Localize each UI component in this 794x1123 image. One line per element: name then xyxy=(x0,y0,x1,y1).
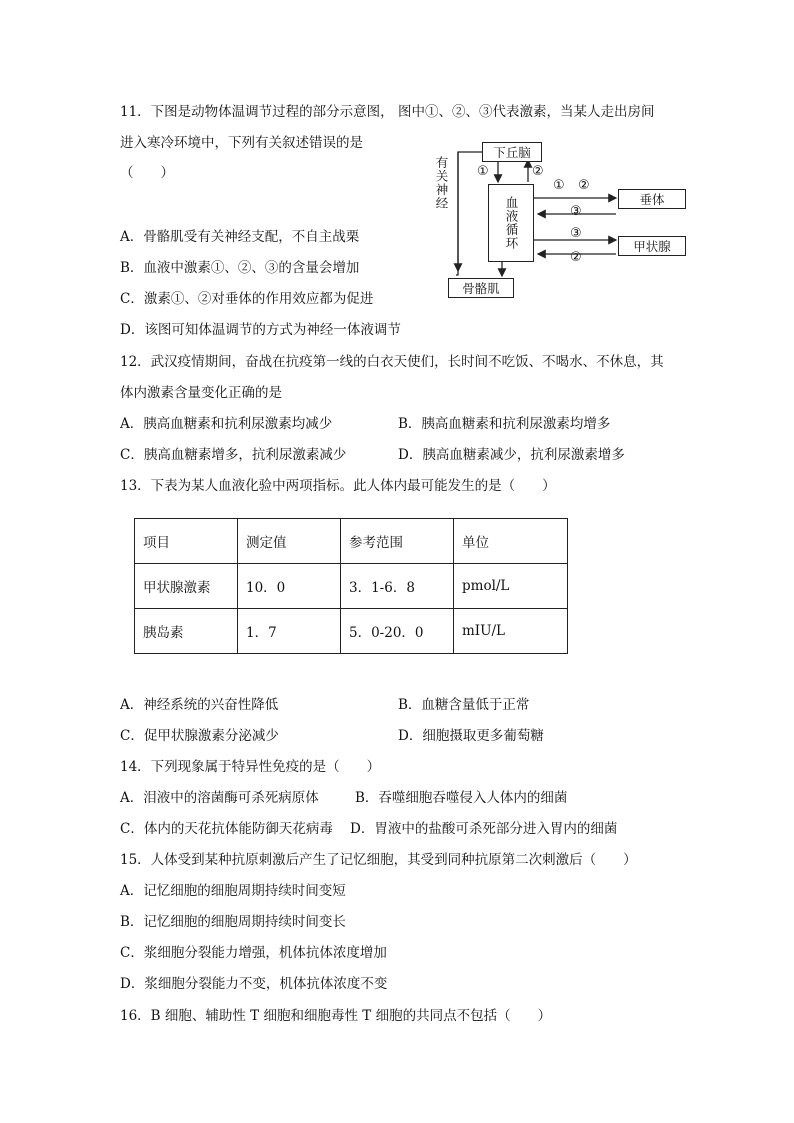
hormone-2-pituitary-label: ② xyxy=(578,178,590,193)
hormone-3-pituitary-label: ③ xyxy=(570,204,582,219)
table-header-cell: 单位 xyxy=(454,519,568,564)
q15-option-d: D．浆细胞分裂能力不变，机体抗体浓度不变 xyxy=(120,976,388,992)
hormone-2-thyroid-label: ② xyxy=(570,250,582,265)
q14-option-d: D．胃液中的盐酸可杀死部分进入胃内的细菌 xyxy=(350,821,618,837)
table-header-cell: 参考范围 xyxy=(341,519,454,564)
q13-stem: 13．下表为某人血液化验中两项指标。此人体内最可能发生的是（ ） xyxy=(120,478,556,494)
q13-option-b: B．血糖含量低于正常 xyxy=(398,697,530,713)
table-row xyxy=(135,609,568,654)
q12-stem-line2: 体内激素含量变化正确的是 xyxy=(120,385,282,401)
q15-option-c: C．浆细胞分裂能力增强，机体抗体浓度增加 xyxy=(120,945,387,961)
q11-stem-line2: 进入寒冷环境中，下列有关叙述错误的是 xyxy=(120,135,363,151)
q12-stem-line1: 12．武汉疫情期间，奋战在抗疫第一线的白衣天使们，长时间不吃饭、不喝水、不休息，其 xyxy=(120,354,664,370)
table-cell: 胰岛素 xyxy=(135,609,238,654)
blood-circulation-box xyxy=(488,184,534,262)
table-cell: 5．0-20．0 xyxy=(341,609,454,654)
q11-stem-line1: 11．下图是动物体温调节过程的部分示意图， 图中①、②、③代表激素，当某人走出房间 xyxy=(120,104,655,120)
q14-option-b: B．吞噬细胞吞噬侵入人体内的细菌 xyxy=(355,790,568,806)
table-cell: 1．7 xyxy=(238,609,341,654)
q13-option-d: D．细胞摄取更多葡萄糖 xyxy=(398,728,544,744)
q11-option-a: A．骨骼肌受有关神经支配，不自主战栗 xyxy=(120,229,360,245)
q16-stem: 16．B 细胞、辅助性 T 细胞和细胞毒性 T 细胞的共同点不包括（ ） xyxy=(120,1008,552,1024)
pituitary-box: 垂体 xyxy=(618,189,686,209)
q14-stem: 14．下列现象属于特异性免疫的是（ ） xyxy=(120,759,381,775)
q15-option-a: A．记忆细胞的细胞周期持续时间变短 xyxy=(120,883,346,899)
skeletal-muscle-box: 骨骼肌 xyxy=(448,278,514,298)
q15-stem: 15．人体受到某种抗原刺激后产生了记忆细胞，其受到同种抗原第二次刺激后（ ） xyxy=(120,852,637,868)
q12-option-b: B．胰高血糖素和抗利尿激素均增多 xyxy=(398,416,611,432)
blood-circulation-label: 血液循环 xyxy=(504,196,519,250)
q11-option-b: B．血液中激素①、②、③的含量会增加 xyxy=(120,260,360,276)
table-cell: pmol/L xyxy=(454,564,568,609)
table-cell: 甲状腺激素 xyxy=(135,564,238,609)
q13-option-a: A．神经系统的兴奋性降低 xyxy=(120,697,279,713)
table-header-row xyxy=(135,519,568,564)
table-cell: 10．0 xyxy=(238,564,341,609)
blood-test-table xyxy=(134,518,568,654)
q11-answer-paren: （ ） xyxy=(120,165,174,181)
q12-option-d: D．胰高血糖素减少，抗利尿激素增多 xyxy=(398,447,625,463)
q12-option-a: A．胰高血糖素和抗利尿激素均减少 xyxy=(120,416,333,432)
hypothalamus-box: 下丘脑 xyxy=(482,142,542,162)
hormone-1-down-label: ① xyxy=(477,164,489,179)
hormone-2-up-label: ② xyxy=(532,164,544,179)
table-header-cell: 项目 xyxy=(135,519,238,564)
q15-option-b: B．记忆细胞的细胞周期持续时间变长 xyxy=(120,914,346,930)
q12-option-c: C．胰高血糖素增多，抗利尿激素减少 xyxy=(120,447,347,463)
q14-option-a: A．泪液中的溶菌酶可杀死病原体 xyxy=(120,790,319,806)
nerve-label: 有关神经 xyxy=(434,156,449,210)
q11-option-d: D．该图可知体温调节的方式为神经一体液调节 xyxy=(120,322,401,338)
table-cell: mIU/L xyxy=(454,609,568,654)
table-row xyxy=(135,564,568,609)
hormone-3-thyroid-label: ③ xyxy=(570,226,582,241)
q13-option-c: C．促甲状腺激素分泌减少 xyxy=(120,728,279,744)
table-cell: 3．1-6．8 xyxy=(341,564,454,609)
hormone-1-pituitary-label: ① xyxy=(553,178,565,193)
q11-option-c: C．激素①、②对垂体的作用效应都为促进 xyxy=(120,291,374,307)
thyroid-box: 甲状腺 xyxy=(618,236,686,256)
thermoregulation-diagram xyxy=(432,138,692,303)
table-header-cell: 测定值 xyxy=(238,519,341,564)
q14-option-c: C．体内的天花抗体能防御天花病毒 xyxy=(120,821,333,837)
